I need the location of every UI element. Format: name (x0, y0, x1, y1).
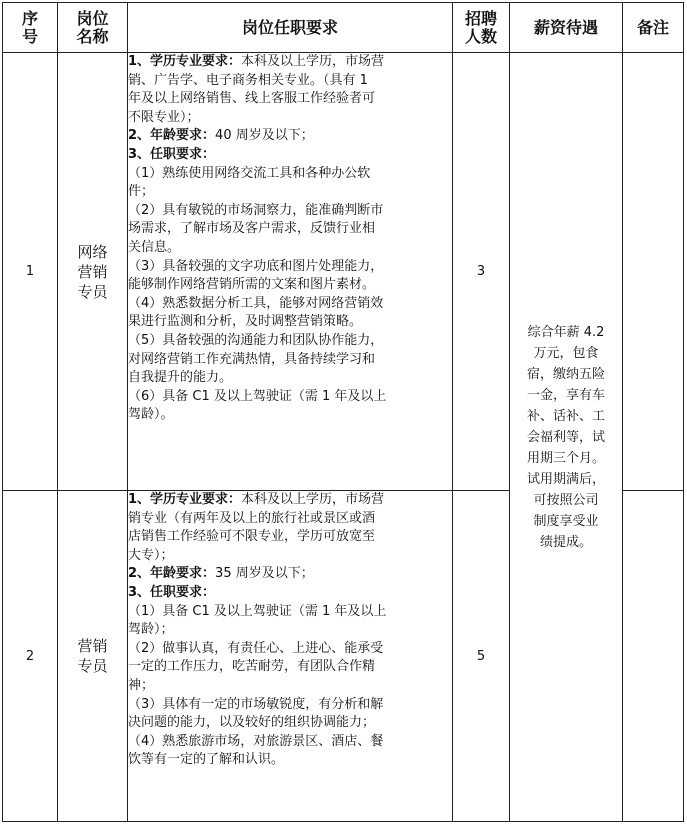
row2-requirements (128, 491, 453, 822)
requirement-text: （6）具备 C1 及以上驾驶证（需 1 年及以上 (128, 388, 387, 404)
requirement-text: 本科及以上学历，市场营 (241, 492, 385, 507)
header-position-line1: 岗位 (76, 8, 109, 28)
requirement-line (128, 491, 452, 510)
requirement-line (128, 603, 452, 622)
requirement-line (128, 510, 452, 529)
row1-hires: 3 (453, 53, 510, 491)
requirement-line (128, 109, 452, 128)
requirement-line (128, 677, 452, 696)
requirement-line (128, 640, 452, 659)
requirement-text: 一定的工作压力，吃苦耐劳，有团队合作精 (128, 659, 376, 675)
requirement-text: 销专业（有两年及以上的旅行社或景区或酒 (128, 510, 376, 526)
header-requirements: 岗位任职要求 (128, 3, 453, 53)
requirement-line (128, 146, 452, 165)
salary-line: 制度享受业 (533, 513, 599, 529)
requirement-heading: 2、年龄要求： (128, 566, 216, 582)
table-row (3, 53, 684, 491)
row2-hires: 5 (453, 491, 510, 822)
salary-line: 用期三个月。 (526, 450, 605, 466)
requirement-heading: 1、学历专业要求： (128, 54, 242, 69)
recruitment-table (2, 2, 684, 822)
requirement-text: 35 周岁及以下； (215, 566, 314, 582)
row1-requirements (128, 53, 453, 491)
salary-line: 会福利等，试 (526, 429, 605, 445)
requirement-line (128, 276, 452, 295)
requirement-text: 场需求，了解市场及客户需求，反馈行业相 (128, 221, 376, 237)
salary-line: 绩提成。 (539, 534, 592, 550)
header-salary: 薪资待遇 (510, 3, 623, 53)
requirement-line (128, 220, 452, 239)
requirement-text: （2）具有敏锐的市场洞察力，能准确判断市 (128, 202, 384, 218)
requirement-heading: 2、年龄要求： (128, 128, 216, 144)
salary-line: 补、话补、工 (526, 408, 605, 424)
row1-position-line: 营销 (77, 262, 108, 281)
requirement-heading: 3、任职要求： (128, 584, 216, 600)
requirement-line (128, 332, 452, 351)
requirement-text: 40 周岁及以下； (215, 128, 314, 144)
requirement-text: 对网络营销工作充满热情，具备持续学习和 (128, 351, 376, 367)
requirement-text: 驾龄）； (128, 622, 174, 638)
requirement-text: （3）具体有一定的市场敏锐度，有分析和解 (128, 696, 384, 712)
requirement-line (128, 369, 452, 388)
requirement-text: 店销售工作经验可不限专业，学历可放宽至 (128, 529, 376, 545)
row1-position-line: 网络 (77, 242, 108, 261)
requirement-text: （1）具备 C1 及以上驾驶证（需 1 年及以上 (128, 603, 387, 619)
requirement-line (128, 406, 452, 425)
requirement-line (128, 351, 452, 370)
requirement-line (128, 584, 452, 603)
row2-remark (623, 491, 684, 822)
requirement-text: （5）具备较强的沟通能力和团队协作能力， (128, 332, 384, 348)
requirement-line (128, 239, 452, 258)
requirement-line (128, 258, 452, 277)
requirement-text: 神； (128, 677, 155, 693)
requirement-line (128, 565, 452, 584)
row2-seq: 2 (3, 491, 58, 822)
requirement-text: 饮等有一定的了解和认识。 (128, 752, 285, 768)
salary-line: 一金，享有车 (526, 387, 605, 403)
requirement-line (128, 658, 452, 677)
requirement-text: 件； (128, 184, 155, 200)
salary-line: 试用期满后， (526, 471, 605, 487)
requirement-text: 本科及以上学历，市场营 (241, 54, 385, 69)
requirement-text: （4）熟悉旅游市场，对旅游景区、酒店、餐 (128, 733, 384, 749)
requirement-text: 销、广告学、电子商务相关专业。（具有 1 (128, 72, 368, 88)
row1-position (58, 53, 128, 491)
requirement-text: （3）具备较强的文字功底和图片处理能力， (128, 258, 384, 274)
salary-benefits (510, 53, 623, 822)
header-hires-line2: 人数 (464, 26, 497, 46)
requirement-line (128, 313, 452, 332)
header-position-line2: 名称 (76, 26, 109, 46)
requirement-text: 关信息。 (128, 239, 181, 255)
requirement-line (128, 621, 452, 640)
requirement-line (128, 202, 452, 221)
header-hires-line1: 招聘 (464, 8, 497, 28)
requirement-line (128, 165, 452, 184)
row2-position (58, 491, 128, 822)
requirement-heading: 3、任职要求： (128, 146, 216, 162)
requirement-line (128, 733, 452, 752)
salary-line: 万元，包食 (533, 345, 599, 361)
salary-line: 可按照公司 (533, 492, 599, 508)
requirement-line (128, 751, 452, 770)
requirement-line (128, 388, 452, 407)
requirement-text: 能够制作网络营销所需的文案和图片素材。 (128, 277, 376, 293)
requirement-line (128, 72, 452, 91)
row1-remark (623, 53, 684, 491)
row1-position-line: 专员 (77, 282, 108, 301)
requirement-text: 年及以上网络销售、线上客服工作经验者可 (128, 91, 376, 107)
requirement-text: （4）熟悉数据分析工具，能够对网络营销效 (128, 295, 384, 311)
requirement-line (128, 547, 452, 566)
requirement-line (128, 90, 452, 109)
requirement-text: （2）做事认真，有责任心、上进心、能承受 (128, 640, 384, 656)
header-remark: 备注 (623, 3, 684, 53)
requirement-line (128, 53, 452, 72)
requirement-text: 驾龄）。 (128, 407, 174, 423)
row2-position-line: 营销 (77, 637, 108, 655)
header-hires (453, 3, 510, 53)
header-position (58, 3, 128, 53)
requirement-line (128, 127, 452, 146)
row2-position-line: 专员 (77, 657, 108, 675)
salary-line: 宿，缴纳五险 (526, 366, 605, 382)
row1-seq: 1 (3, 53, 58, 491)
salary-line: 综合年薪 4.2 (527, 324, 605, 340)
requirement-line (128, 295, 452, 314)
requirement-text: 自我提升的能力。 (128, 370, 233, 386)
requirement-text: 不限专业）； (128, 109, 200, 125)
header-row (3, 3, 684, 53)
requirement-heading: 1、学历专业要求： (128, 492, 242, 507)
requirement-text: 决问题的能力，以及较好的组织协调能力； (128, 715, 376, 731)
requirement-text: （1）熟练使用网络交流工具和各种办公软 (128, 165, 371, 181)
requirement-line (128, 696, 452, 715)
requirement-text: 果进行监测和分析，及时调整营销策略。 (128, 314, 363, 330)
requirement-line (128, 183, 452, 202)
requirement-line (128, 714, 452, 733)
requirement-text: 大专）； (128, 547, 174, 563)
header-seq (3, 3, 58, 53)
header-seq-line1: 序 (21, 8, 38, 28)
header-seq-line2: 号 (21, 26, 38, 46)
requirement-line (128, 528, 452, 547)
